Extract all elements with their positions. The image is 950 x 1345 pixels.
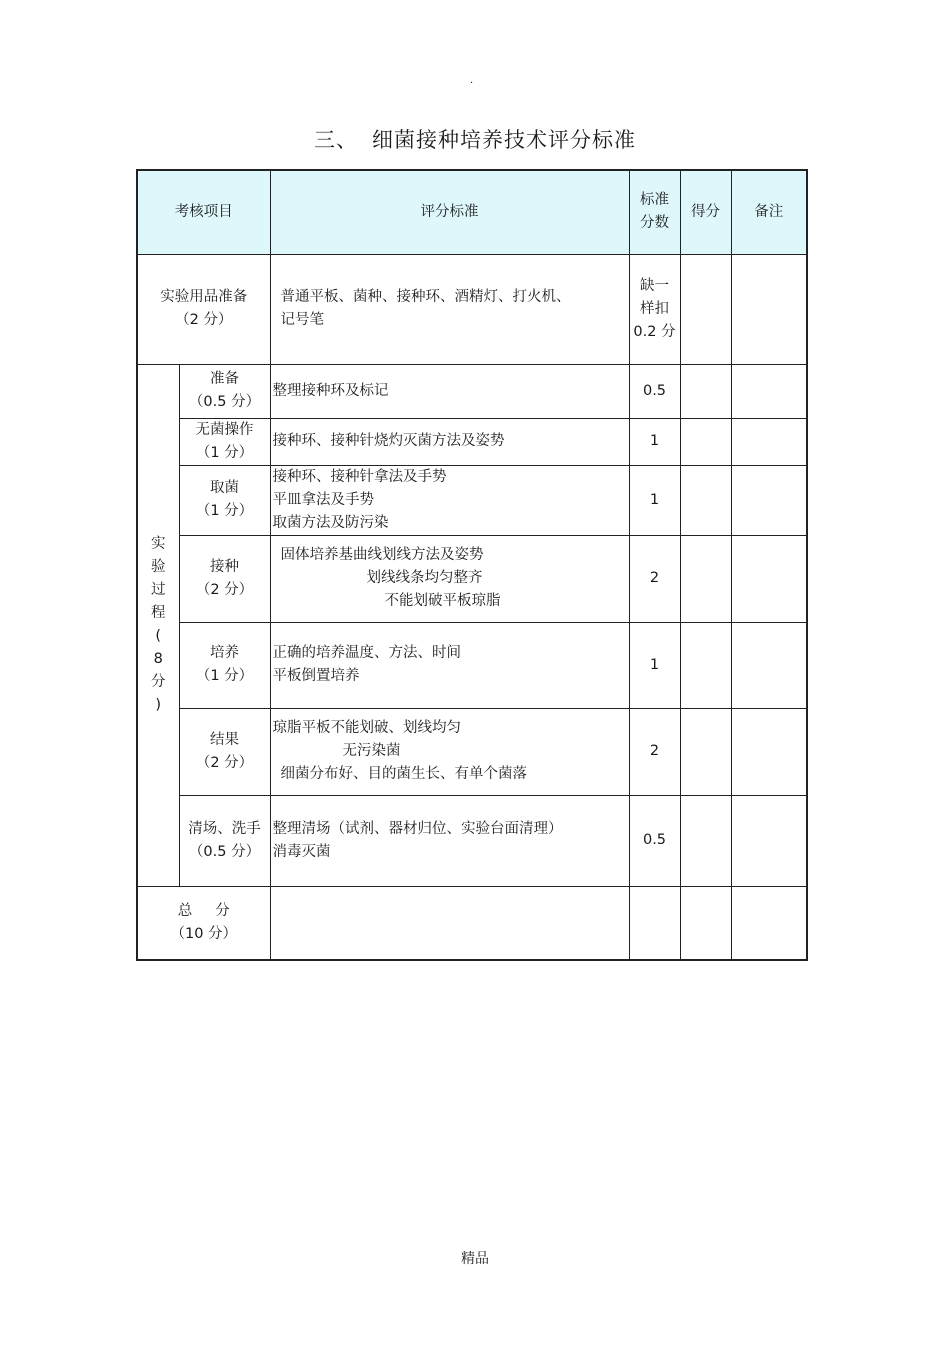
total-row bbox=[137, 886, 807, 960]
total-std-cell bbox=[629, 886, 680, 960]
row-score-cell[interactable] bbox=[680, 418, 731, 465]
header-criteria: 评分标准 bbox=[270, 170, 629, 254]
total-criteria-cell bbox=[270, 886, 629, 960]
row-remarks-cell[interactable] bbox=[731, 622, 807, 708]
title-text: 细菌接种培养技术评分标准 bbox=[372, 128, 636, 152]
row-std-score: 1 bbox=[629, 622, 680, 708]
row-score-cell[interactable] bbox=[680, 364, 731, 418]
process-row-4 bbox=[137, 535, 807, 622]
row-std-score: 2 bbox=[629, 708, 680, 795]
row-std-score: 2 bbox=[629, 535, 680, 622]
row-criteria: 整理清场（试剂、器材归位、实验台面清理） 消毒灭菌 bbox=[270, 795, 629, 886]
prep-item: 实验用品准备 （2 分） bbox=[137, 254, 270, 364]
row-score-cell[interactable] bbox=[680, 535, 731, 622]
row-score-cell[interactable] bbox=[680, 622, 731, 708]
row-std-score: 1 bbox=[629, 418, 680, 465]
header-remarks: 备注 bbox=[731, 170, 807, 254]
header-row bbox=[137, 170, 807, 254]
row-score-cell[interactable] bbox=[680, 465, 731, 535]
row-name: 结果 （2 分） bbox=[179, 708, 270, 795]
footer-text: 精品 bbox=[461, 1251, 489, 1267]
row-name: 清场、洗手 （0.5 分） bbox=[179, 795, 270, 886]
total-score-cell[interactable] bbox=[680, 886, 731, 960]
title-prefix: 三、 bbox=[314, 128, 358, 152]
row-name: 准备 （0.5 分） bbox=[179, 364, 270, 418]
process-row-5 bbox=[137, 622, 807, 708]
row-remarks-cell[interactable] bbox=[731, 418, 807, 465]
row-score-cell[interactable] bbox=[680, 795, 731, 886]
header-item: 考核项目 bbox=[137, 170, 270, 254]
row-name: 无菌操作 （1 分） bbox=[179, 418, 270, 465]
process-row-1 bbox=[137, 364, 807, 418]
row-std-score: 1 bbox=[629, 465, 680, 535]
row-name: 培养 （1 分） bbox=[179, 622, 270, 708]
row-remarks-cell[interactable] bbox=[731, 535, 807, 622]
row-criteria: 正确的培养温度、方法、时间 平板倒置培养 bbox=[270, 622, 629, 708]
header-score: 得分 bbox=[680, 170, 731, 254]
prep-score-cell[interactable] bbox=[680, 254, 731, 364]
process-row-6 bbox=[137, 708, 807, 795]
row-std-score: 0.5 bbox=[629, 364, 680, 418]
total-label: 总 分 （10 分） bbox=[137, 886, 270, 960]
row-name: 接种 （2 分） bbox=[179, 535, 270, 622]
process-row-7 bbox=[137, 795, 807, 886]
row-criteria: 琼脂平板不能划破、划线均匀 无污染菌 细菌分布好、目的菌生长、有单个菌落 bbox=[270, 708, 629, 795]
prep-row bbox=[137, 254, 807, 364]
row-score-cell[interactable] bbox=[680, 708, 731, 795]
page-title bbox=[0, 124, 950, 154]
total-remarks-cell[interactable] bbox=[731, 886, 807, 960]
process-label: 实 验 过 程 ( 8 分 ) bbox=[137, 364, 179, 886]
scoring-table bbox=[136, 169, 808, 961]
row-remarks-cell[interactable] bbox=[731, 465, 807, 535]
row-criteria: 接种环、接种针拿法及手势 平皿拿法及手势 取菌方法及防污染 bbox=[270, 465, 629, 535]
process-row-3 bbox=[137, 465, 807, 535]
prep-remarks-cell[interactable] bbox=[731, 254, 807, 364]
header-std-score: 标准 分数 bbox=[629, 170, 680, 254]
row-remarks-cell[interactable] bbox=[731, 708, 807, 795]
row-remarks-cell[interactable] bbox=[731, 795, 807, 886]
prep-criteria: 普通平板、菌种、接种环、酒精灯、打火机、 记号笔 bbox=[270, 254, 629, 364]
row-remarks-cell[interactable] bbox=[731, 364, 807, 418]
row-criteria: 整理接种环及标记 bbox=[270, 364, 629, 418]
row-name: 取菌 （1 分） bbox=[179, 465, 270, 535]
process-row-2 bbox=[137, 418, 807, 465]
row-criteria: 接种环、接种针烧灼灭菌方法及姿势 bbox=[270, 418, 629, 465]
row-criteria: 固体培养基曲线划线方法及姿势 划线线条均匀整齐 不能划破平板琼脂 bbox=[270, 535, 629, 622]
top-dot-mark: · bbox=[470, 78, 474, 89]
prep-score: 缺一 样扣 0.2 分 bbox=[629, 254, 680, 364]
row-std-score: 0.5 bbox=[629, 795, 680, 886]
